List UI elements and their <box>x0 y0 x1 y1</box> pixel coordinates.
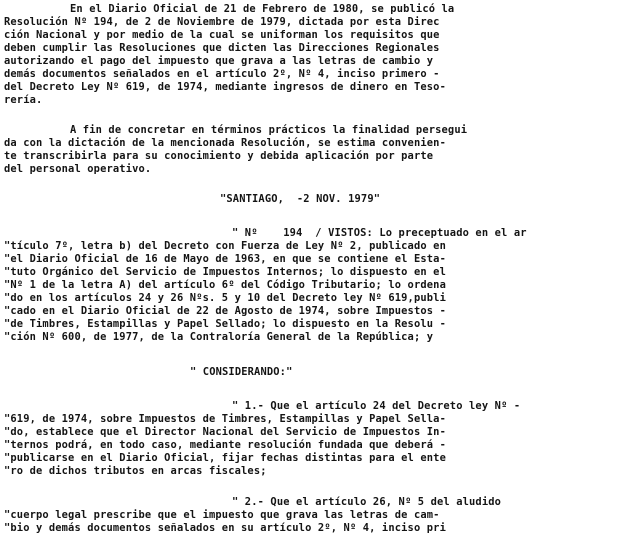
paragraph-line: " 1.- Que el artículo 24 del Decreto ley Nº - <box>232 400 521 412</box>
paragraph-line: "tuto Orgánico del Servicio de Impuestos Internos; lo dispuesto en el <box>4 266 446 278</box>
paragraph-line: deben cumplir las Resoluciones que dicten las Direcciones Regionales <box>4 42 440 54</box>
paragraph-line: "ternos podrá, en todo caso, mediante resolución fundada que deberá - <box>4 439 446 451</box>
paragraph-line: "publicarse en el Diario Oficial, fijar fechas distintas para el ente <box>4 452 446 464</box>
paragraph-line: "do en los artículos 24 y 26 Nºs. 5 y 10 del Decreto ley Nº 619,publi <box>4 292 446 304</box>
place-date: "SANTIAGO, -2 NOV. 1979" <box>220 193 381 205</box>
paragraph-line: "de Timbres, Estampillas y Papel Sellado; lo dispuesto en la Resolu - <box>4 318 446 330</box>
paragraph-line: En el Diario Oficial de 21 de Febrero de 1980, se publicó la <box>70 3 455 15</box>
paragraph-line: rería. <box>4 94 43 106</box>
resolution-number-line: " Nº 194 / VISTOS: Lo preceptuado en el ar <box>232 227 527 239</box>
paragraph-line: Resolución Nº 194, de 2 de Noviembre de 1979, dictada por esta Direc <box>4 16 440 28</box>
paragraph-line: " 2.- Que el artículo 26, Nº 5 del aludido <box>232 496 502 508</box>
section-heading: " CONSIDERANDO:" <box>190 366 293 378</box>
paragraph-line: "cuerpo legal prescribe que el impuesto que grava las letras de cam- <box>4 509 440 521</box>
paragraph-line: "ción Nº 600, de 1977, de la Contraloría General de la República; y <box>4 331 434 343</box>
paragraph-line: "Nº 1 de la letra A) del artículo 6º del Código Tributario; lo ordena <box>4 279 446 291</box>
paragraph-line: autorizando el pago del impuesto que grava a las letras de cambio y <box>4 55 434 67</box>
paragraph-line: del personal operativo. <box>4 163 152 175</box>
paragraph-line: demás documentos señalados en el artículo 2º, Nº 4, inciso primero - <box>4 68 440 80</box>
paragraph-line: "do, establece que el Director Nacional del Servicio de Impuestos In- <box>4 426 446 438</box>
paragraph-line: "ro de dichos tributos en arcas fiscales; <box>4 465 267 477</box>
paragraph-line: "el Diario Oficial de 16 de Mayo de 1963, en que se contiene el Esta- <box>4 253 446 265</box>
paragraph-line: te transcribirla para su conocimiento y debida aplicación por parte <box>4 150 434 162</box>
paragraph-line: del Decreto Ley Nº 619, de 1974, mediante ingresos de dinero en Teso- <box>4 81 446 93</box>
paragraph-line: ción Nacional y por medio de la cual se uniforman los requisitos que <box>4 29 440 41</box>
paragraph-line: "619, de 1974, sobre Impuestos de Timbres, Estampillas y Papel Sella- <box>4 413 446 425</box>
paragraph-line: da con la dictación de la mencionada Resolución, se estima convenien- <box>4 137 446 149</box>
paragraph-line: A fin de concretar en términos prácticos la finalidad persegui <box>70 124 468 136</box>
paragraph-line: "bio y demás documentos señalados en su artículo 2º, Nº 4, inciso pri <box>4 522 446 534</box>
paragraph-line: "cado en el Diario Oficial de 22 de Agosto de 1974, sobre Impuestos - <box>4 305 446 317</box>
paragraph-line: "tículo 7º, letra b) del Decreto con Fuerza de Ley Nº 2, publicado en <box>4 240 446 252</box>
